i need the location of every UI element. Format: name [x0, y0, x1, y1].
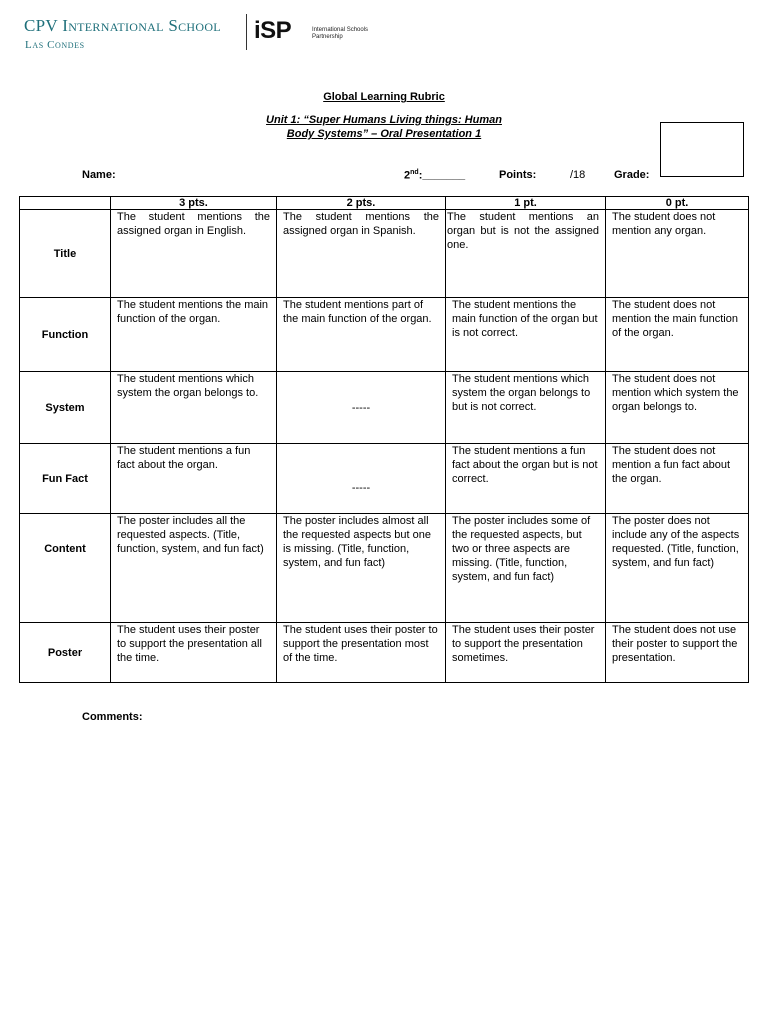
school-name-rest: International School	[62, 16, 221, 35]
rubric-cell: The student does not mention the main function of the organ.	[606, 298, 749, 372]
rubric-row-system	[20, 372, 749, 444]
rubric-row-poster	[20, 623, 749, 683]
rubric-cell: The student does not mention any organ.	[606, 210, 749, 298]
rubric-cell-empty: -----	[277, 444, 446, 514]
criterion-label: Function	[20, 298, 111, 372]
rubric-cell: The student uses their poster to support the presentation all the time.	[111, 623, 277, 683]
grade-box	[660, 122, 744, 177]
school-name	[24, 16, 221, 36]
rubric-cell: The poster includes some of the requested aspects, but two or three aspects are missing. (Title, function, system, and fun fact)	[446, 514, 606, 623]
name-label: Name:	[82, 169, 116, 181]
criterion-label: System	[20, 372, 111, 444]
rubric-row-function	[20, 298, 749, 372]
rubric-row-title	[20, 210, 749, 298]
criterion-header	[20, 197, 111, 210]
school-campus: Las Condes	[25, 39, 85, 51]
rubric-cell: The student mentions the assigned organ in Spanish.	[277, 210, 446, 298]
rubric-row-content	[20, 514, 749, 623]
grade-label: Grade:	[614, 169, 650, 181]
criterion-label: Fun Fact	[20, 444, 111, 514]
points-total: /18	[570, 169, 586, 181]
grade-level-field	[404, 169, 465, 182]
rubric-cell: The student uses their poster to support the presentation most of the time.	[277, 623, 446, 683]
header-divider	[246, 14, 247, 50]
grade-level-blank: :_______	[418, 169, 466, 182]
column-header-3pts: 3 pts.	[111, 197, 277, 210]
rubric-cell: The student mentions the main function of the organ but is not correct.	[446, 298, 606, 372]
rubric-cell: The student does not use their poster to support the presentation.	[606, 623, 749, 683]
rubric-cell: The poster includes all the requested aspects. (Title, function, system, and fun fact)	[111, 514, 277, 623]
criterion-label: Title	[20, 210, 111, 298]
rubric-cell: The student uses their poster to support the presentation sometimes.	[446, 623, 606, 683]
rubric-cell: The poster includes almost all the requested aspects but one is missing. (Title, function, system, and fun fact)	[277, 514, 446, 623]
rubric-cell: The student mentions an organ but is not the assigned one.	[446, 210, 606, 298]
rubric-row-fun-fact	[20, 444, 749, 514]
unit-title-line-1: Unit 1: “Super Humans Living things: Human	[266, 114, 502, 126]
rubric-cell: The student does not mention a fun fact about the organ.	[606, 444, 749, 514]
rubric-cell: The student mentions a fun fact about the organ but is not correct.	[446, 444, 606, 514]
school-name-first: CPV	[24, 16, 58, 35]
document-header	[24, 14, 444, 54]
rubric-header-row	[20, 197, 749, 210]
rubric-cell: The poster does not include any of the aspects requested. (Title, function, system, and fun fact)	[606, 514, 749, 623]
rubric-cell-empty: -----	[277, 372, 446, 444]
rubric-cell: The student mentions which system the organ belongs to.	[111, 372, 277, 444]
criterion-label: Poster	[20, 623, 111, 683]
rubric-table	[19, 196, 749, 683]
rubric-cell: The student mentions the assigned organ in English.	[111, 210, 277, 298]
isp-logo-mark: iSP	[254, 17, 292, 44]
isp-logo-text: International Schools Partnership	[312, 27, 369, 40]
rubric-cell: The student mentions a fun fact about the organ.	[111, 444, 277, 514]
column-header-1pt: 1 pt.	[446, 197, 606, 210]
rubric-cell: The student mentions part of the main function of the organ.	[277, 298, 446, 372]
comments-label: Comments:	[82, 711, 143, 723]
column-header-0pt: 0 pt.	[606, 197, 749, 210]
rubric-cell: The student mentions the main function of the organ.	[111, 298, 277, 372]
grade-level: 2	[404, 169, 411, 182]
points-label: Points:	[499, 169, 537, 181]
grade-level-suffix: nd	[410, 169, 419, 176]
rubric-cell: The student does not mention which system the organ belongs to.	[606, 372, 749, 444]
rubric-cell: The student mentions which system the organ belongs to but is not correct.	[446, 372, 606, 444]
column-header-2pts: 2 pts.	[277, 197, 446, 210]
unit-title-line-2: Body Systems” – Oral Presentation 1	[286, 128, 482, 140]
criterion-label: Content	[20, 514, 111, 623]
document-title: Global Learning Rubric	[323, 91, 445, 103]
